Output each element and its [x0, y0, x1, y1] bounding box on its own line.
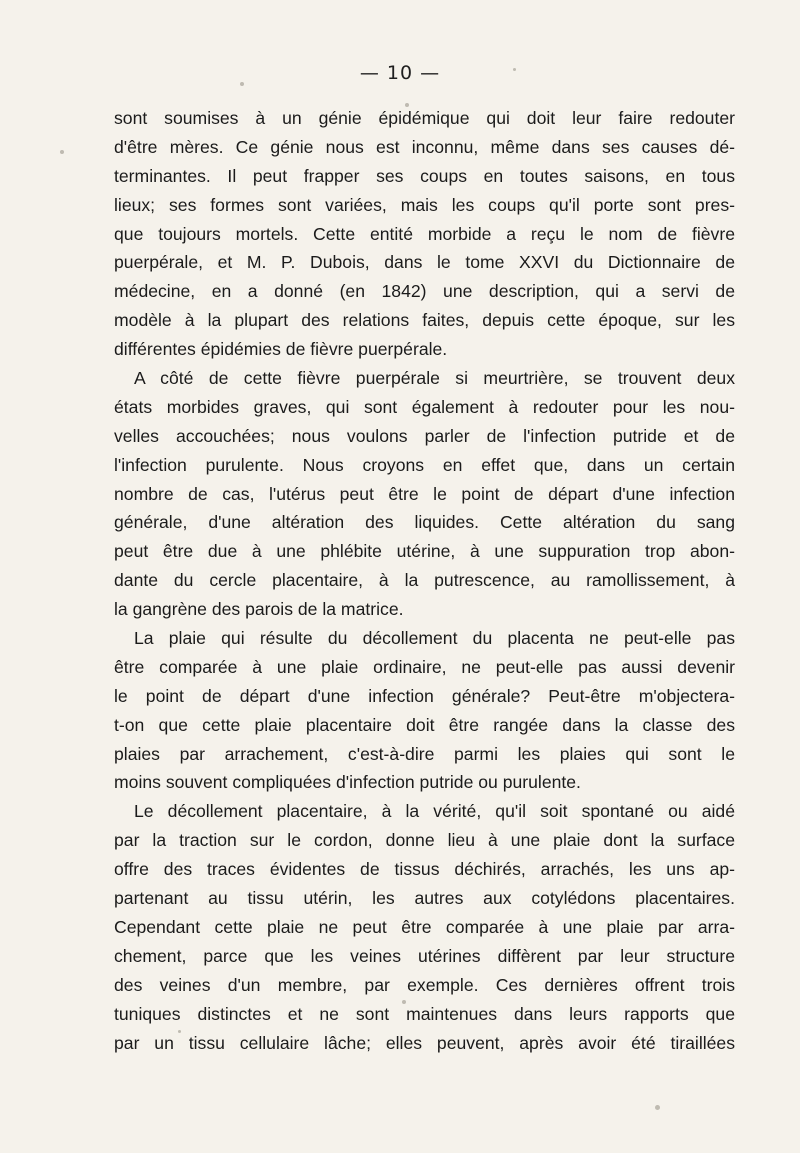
text-line: Cependant cette plaie ne peut être comparée à une plaie par arra- [114, 916, 735, 937]
text-line: l'infection purulente. Nous croyons en effet que, dans un certain [114, 454, 735, 475]
text-line: états morbides graves, qui sont également à redouter pour les nou- [114, 396, 735, 417]
text-line: plaies par arrachement, c'est-à-dire parmi les plaies qui sont le [114, 743, 735, 764]
text-line: puerpérale, et M. P. Dubois, dans le tome XXVI du Dictionnaire de [114, 252, 735, 273]
text-line: par un tissu cellulaire lâche; elles peuvent, après avoir été tiraillées [114, 1032, 735, 1053]
text-line: générale, d'une altération des liquides. Cette altération du sang [114, 512, 735, 533]
text-line: terminantes. Il peut frapper ses coups en toutes saisons, en tous [114, 165, 735, 186]
text-line: velles accouchées; nous voulons parler de l'infection putride et de [114, 425, 735, 446]
text-line: Le décollement placentaire, à la vérité, qu'il soit spontané ou aidé [134, 801, 735, 822]
text-line: La plaie qui résulte du décollement du placenta ne peut-elle pas [134, 628, 735, 649]
text-line: que toujours mortels. Cette entité morbide a reçu le nom de fièvre [114, 223, 735, 244]
text-line: A côté de cette fièvre puerpérale si meurtrière, se trouvent deux [134, 368, 735, 389]
text-line: dante du cercle placentaire, à la putrescence, au ramollissement, à [114, 570, 735, 591]
page-number: — 10 — [359, 62, 441, 84]
body-text [114, 104, 735, 1057]
text-line: modèle à la plupart des relations faites, depuis cette époque, sur les [114, 310, 735, 331]
text-line: le point de départ d'une infection générale? Peut-être m'objectera- [114, 685, 735, 706]
text-line: des veines d'un membre, par exemple. Ces dernières offrent trois [114, 974, 735, 995]
text-line: sont soumises à un génie épidémique qui doit leur faire redouter [114, 108, 735, 128]
text-line: différentes épidémies de fièvre puerpérale. [114, 339, 448, 360]
text-line: d'être mères. Ce génie nous est inconnu, même dans ses causes dé- [114, 136, 735, 157]
text-line: t-on que cette plaie placentaire doit être rangée dans la classe des [114, 714, 735, 735]
text-line: la gangrène des parois de la matrice. [114, 599, 404, 620]
text-line: partenant au tissu utérin, les autres aux cotylédons placentaires. [114, 888, 735, 909]
text-line: peut être due à une phlébite utérine, à une suppuration trop abon- [114, 541, 735, 562]
text-line: médecine, en a donné (en 1842) une description, qui a servi de [114, 281, 735, 302]
text-line: chement, parce que les veines utérines diffèrent par leur structure [114, 945, 735, 966]
text-line: être comparée à une plaie ordinaire, ne peut-elle pas aussi devenir [114, 656, 735, 677]
text-line: moins souvent compliquées d'infection putride ou purulente. [114, 772, 581, 793]
text-line: tuniques distinctes et ne sont maintenues dans leurs rapports que [114, 1003, 735, 1024]
text-line: lieux; ses formes sont variées, mais les coups qu'il porte sont pres- [114, 194, 735, 215]
text-line: nombre de cas, l'utérus peut être le point de départ d'une infection [114, 483, 735, 504]
text-line: offre des traces évidentes de tissus déchirés, arrachés, les uns ap- [114, 859, 735, 880]
paper-speck [655, 1105, 660, 1110]
text-line: par la traction sur le cordon, donne lieu à une plaie dont la surface [114, 830, 735, 851]
paper-speck [60, 150, 64, 154]
